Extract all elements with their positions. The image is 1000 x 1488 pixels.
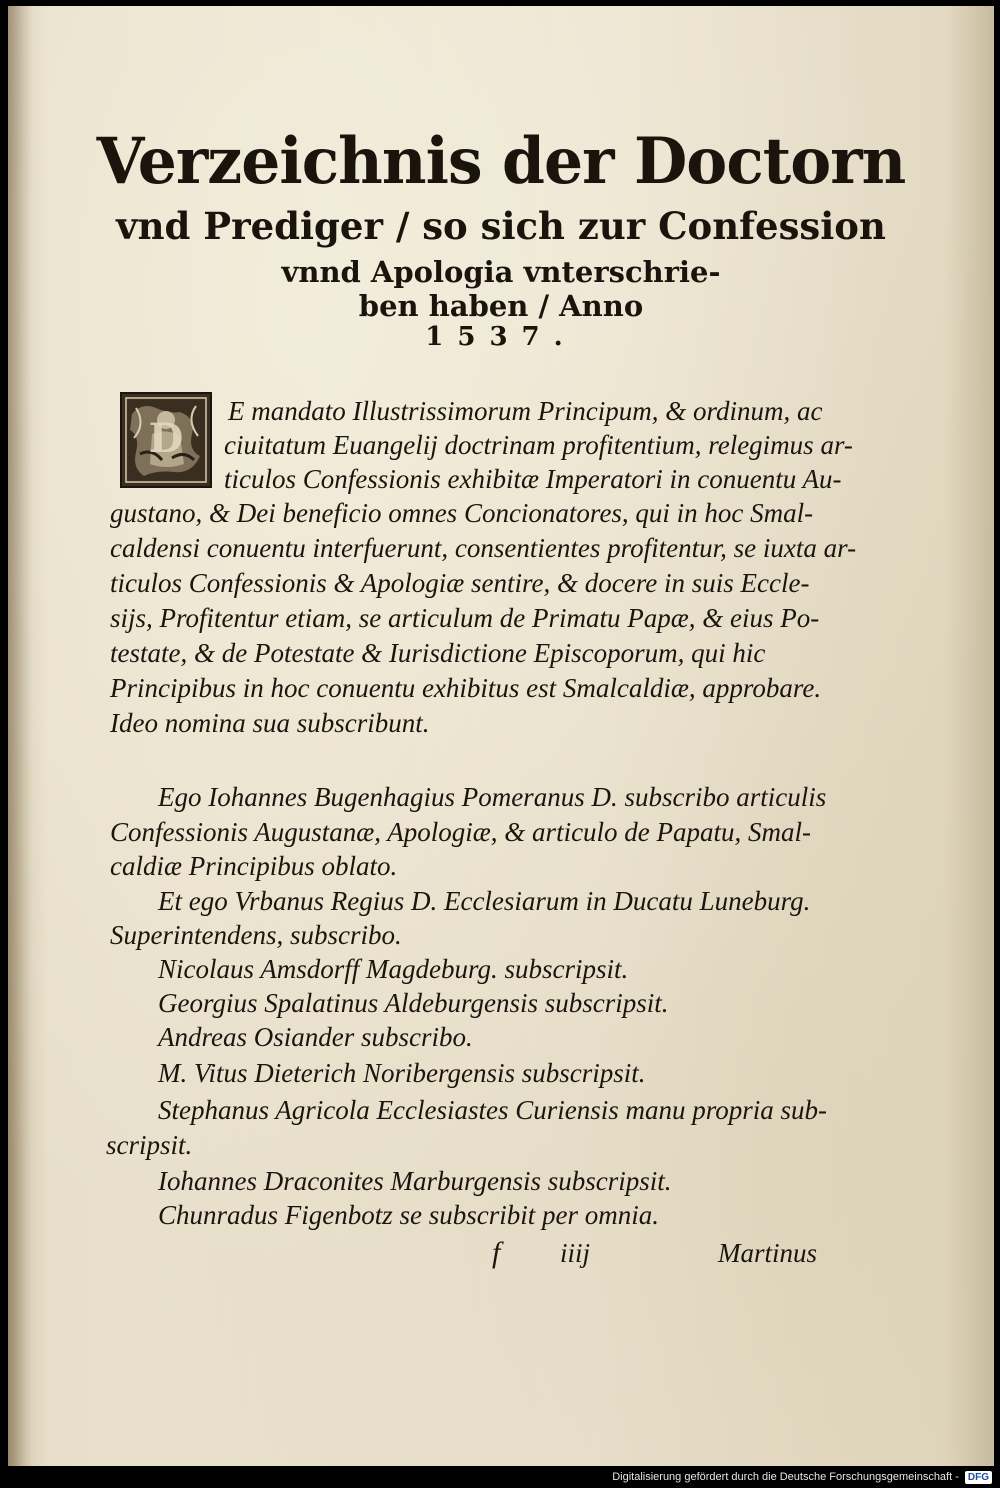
title-year: 1537. — [425, 322, 577, 352]
signature-line-12: Iohannes Draconites Marburgensis subscripsit. — [158, 1166, 672, 1196]
body-line-1: E mandato Illustrissimorum Principum, & ordinum, ac — [228, 396, 823, 426]
signature-number: iiij — [560, 1238, 591, 1268]
title-line-1: Verzeichnis der Doctorn — [96, 124, 906, 199]
body-line-9: Principibus in hoc conuentu exhibitus est Smalcaldiæ, approbare. — [110, 673, 822, 703]
signature-line-1: Ego Iohannes Bugenhagius Pomeranus D. subscribo articulis — [158, 782, 827, 812]
signature-line-6: Nicolaus Amsdorff Magdeburg. subscripsit. — [158, 954, 629, 984]
body-line-8: testate, & de Potestate & Iurisdictione Episcoporum, qui hic — [110, 638, 766, 668]
catchword: Martinus — [718, 1238, 818, 1268]
body-line-3: ticulos Confessionis exhibitæ Imperatori in conuentu Au- — [224, 464, 842, 494]
decorated-initial — [120, 392, 212, 488]
signature-mark: f — [492, 1236, 501, 1269]
signature-line-13: Chunradus Figenbotz se subscribit per omnia. — [158, 1200, 660, 1230]
body-line-5: caldensi conuentu interfuerunt, consentientes profitentur, se iuxta ar- — [110, 533, 857, 563]
signature-line-11: scripsit. — [106, 1130, 193, 1160]
title-line-4: ben haben / Anno — [358, 289, 644, 323]
signature-line-8: Andreas Osiander subscribo. — [158, 1022, 473, 1052]
signature-line-2: Confessionis Augustanæ, Apologiæ, & articulo de Papatu, Smal- — [110, 817, 812, 847]
title-line-3: vnnd Apologia vnterschrie- — [281, 255, 721, 289]
signature-line-3: caldiæ Principibus oblato. — [110, 851, 398, 881]
svg-text:D: D — [148, 415, 184, 462]
signature-line-4: Et ego Vrbanus Regius D. Ecclesiarum in Ducatu Luneburg. — [158, 886, 811, 916]
signature-line-9: M. Vitus Dieterich Noribergensis subscripsit. — [158, 1058, 646, 1088]
body-line-6: ticulos Confessionis & Apologiæ sentire, & docere in suis Eccle- — [110, 568, 810, 598]
book-page — [8, 6, 994, 1466]
body-line-10: Ideo nomina sua subscribunt. — [110, 708, 430, 738]
signature-line-7: Georgius Spalatinus Aldeburgensis subscripsit. — [158, 988, 669, 1018]
signature-line-5: Superintendens, subscribo. — [110, 920, 402, 950]
signature-line-10: Stephanus Agricola Ecclesiastes Curiensis manu propria sub- — [158, 1095, 827, 1125]
body-line-4: gustano, & Dei beneficio omnes Concionatores, qui in hoc Smal- — [110, 498, 814, 528]
digitization-credit — [600, 1468, 992, 1486]
title-line-2: vnd Prediger / so sich zur Confession — [116, 204, 886, 248]
dfg-logo: DFG — [965, 1471, 992, 1484]
body-line-7: sijs, Profitentur etiam, se articulum de Primatu Papæ, & eius Po- — [110, 603, 820, 633]
woodcut-initial-icon — [122, 394, 210, 486]
body-line-2: ciuitatum Euangelij doctrinam profitentium, relegimus ar- — [224, 430, 853, 460]
digitization-note: Digitalisierung gefördert durch die Deutsche Forschungsgemeinschaft - — [612, 1471, 959, 1483]
